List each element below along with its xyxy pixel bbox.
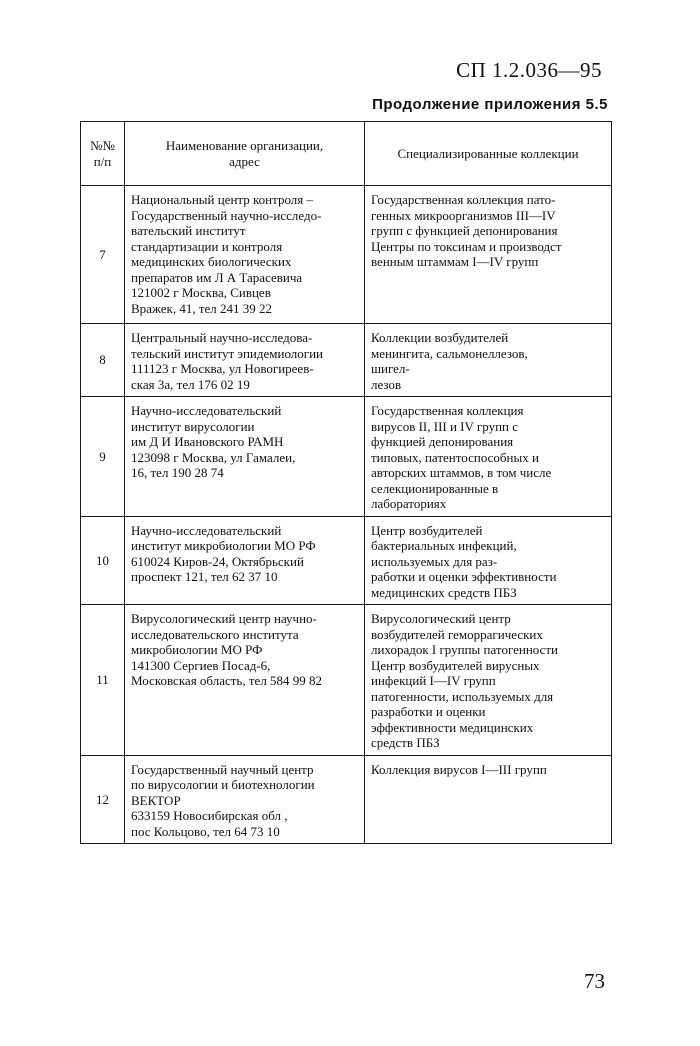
header-org-text: Наименование организации, адрес <box>165 138 324 169</box>
header-num-text: №№ п/п <box>90 138 115 169</box>
row-org-text: Государственный научный центр по вирусологии и биотехнологии ВЕКТОР 633159 Новосибирская обл , пос Кольцово, тел 64 73 10 <box>131 761 315 839</box>
row-coll <box>365 605 612 756</box>
row-coll <box>365 324 612 397</box>
organizations-table <box>80 121 612 844</box>
row-org-text: Национальный центр контроля – Государственный научно-исследо- вательский институт стандартизации и контроля медицинских биологических препаратов им Л А Тарасевича 121002 г Москва, Сивцев Вражек, 41, тел 241 39 22 <box>131 192 322 316</box>
row-org-text: Вирусологический центр научно- исследовательского института микробиологии МО РФ 141300 Сергиев Посад-6, Московская область, тел 584 99 82 <box>131 611 323 688</box>
row-org <box>125 397 365 517</box>
row-num: 8 <box>81 324 125 397</box>
row-org <box>125 605 365 756</box>
row-coll <box>365 186 612 324</box>
row-coll-text: Вирусологический центр возбудителей геморрагических лихорадок I группы патогенности Центр возбудителей вирусных инфекций I—IV групп патогенности, используемых для разработки и оценки эффективности медицинских средств ПБЗ <box>371 611 559 750</box>
table-row <box>81 397 612 517</box>
table-row <box>81 755 612 844</box>
header-coll-text: Специализированные коллекции <box>397 145 579 161</box>
row-coll-text: Коллекции возбудителей менингита, сальмонеллезов, шигел- лезов <box>371 330 528 392</box>
row-num: 12 <box>81 755 125 844</box>
appendix-continuation-title: Продолжение приложения 5.5 <box>372 96 608 113</box>
row-org-text: Научно-исследовательский институт вирусологии им Д И Ивановского РАМН 123098 г Москва, ул Гамалеи, 16, тел 190 28 74 <box>131 403 296 480</box>
header-num <box>81 122 125 186</box>
row-num: 10 <box>81 516 125 605</box>
row-org-text: Центральный научно-исследова- тельский институт эпидемиологии 111123 г Москва, ул Новогиреев- ская 3а, тел 176 02 19 <box>131 330 324 392</box>
row-org-text: Научно-исследовательский институт микробиологии МО РФ 610024 Киров-24, Октябрьский проспект 121, тел 62 37 10 <box>131 522 316 584</box>
table-row <box>81 186 612 324</box>
table-row <box>81 324 612 397</box>
row-org <box>125 516 365 605</box>
row-num: 9 <box>81 397 125 517</box>
row-coll-text: Государственная коллекция пато- генных микроорганизмов III—IV групп с функцией депонирования Центры по токсинам и производст венным штаммам I—IV групп <box>371 192 562 269</box>
row-org <box>125 186 365 324</box>
row-coll <box>365 397 612 517</box>
table-header-row <box>81 122 612 186</box>
row-num: 11 <box>81 605 125 756</box>
row-coll <box>365 755 612 844</box>
row-org <box>125 324 365 397</box>
document-code: СП 1.2.036—95 <box>456 58 602 82</box>
row-coll-text: Коллекция вирусов I—III групп <box>371 761 547 777</box>
row-org <box>125 755 365 844</box>
row-coll-text: Государственная коллекция вирусов II, III и IV групп с функцией депонирования типовых, патентоспособных и авторских штаммов, в том числе селекционированные в лабораториях <box>371 403 552 511</box>
table-row <box>81 516 612 605</box>
row-coll-text: Центр возбудителей бактериальных инфекций, используемых для раз- работки и оценки эффективности медицинских средств ПБЗ <box>371 522 557 600</box>
header-coll <box>365 122 612 186</box>
header-org <box>125 122 365 186</box>
table-row <box>81 605 612 756</box>
row-num: 7 <box>81 186 125 324</box>
page-number: 73 <box>584 969 605 993</box>
row-coll <box>365 516 612 605</box>
